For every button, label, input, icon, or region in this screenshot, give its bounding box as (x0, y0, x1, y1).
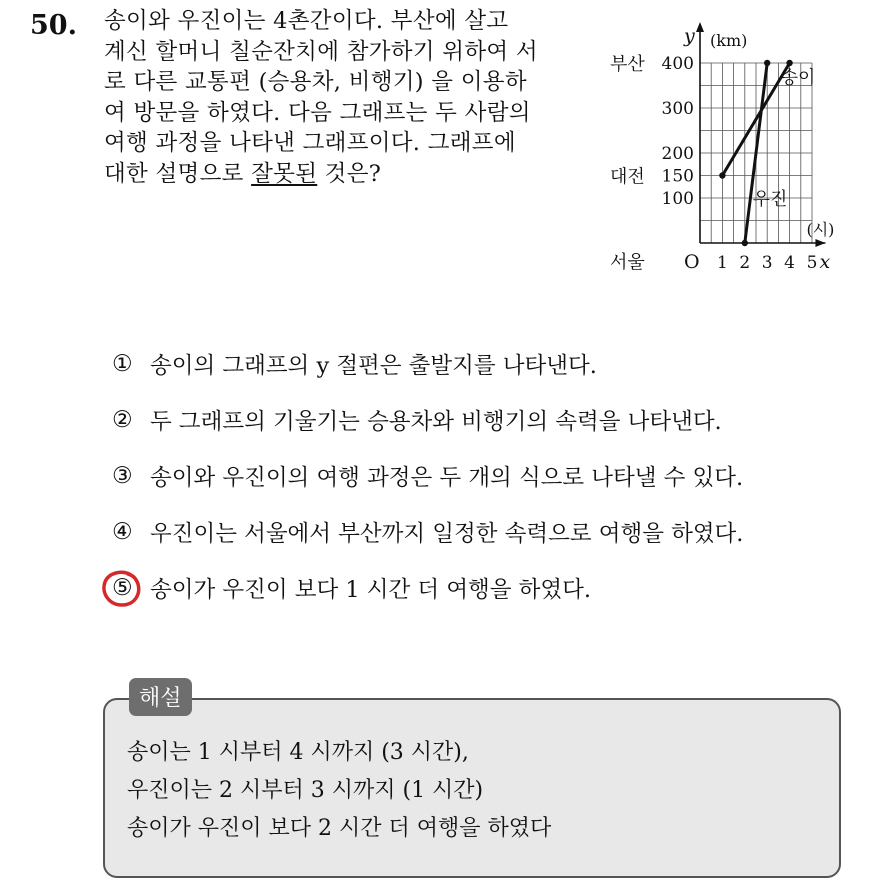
question-text-part: 것은? (317, 160, 382, 187)
y-tick-label: 300 (661, 99, 694, 119)
y-tick-label: 200 (661, 144, 694, 164)
question-number: 50. (30, 10, 77, 41)
question-line: 여행 과정을 나타낸 그래프이다. 그래프에 (104, 130, 516, 156)
choice-text: 두 그래프의 기울기는 승용차와 비행기의 속력을 나타낸다. (150, 409, 722, 435)
choice-text: 우진이는 서울에서 부산까지 일정한 속력으로 여행을 하였다. (150, 521, 744, 547)
x-tick-label: 3 (761, 253, 773, 273)
x-tick-label: 4 (784, 253, 796, 273)
city-label-seoul: 서울 (610, 252, 645, 273)
choice-number: ④ (112, 519, 133, 545)
choice-3[interactable] (112, 448, 743, 504)
choice-text: 송이와 우진이의 여행 과정은 두 개의 식으로 나타낼 수 있다. (150, 465, 744, 491)
choice-4[interactable] (112, 504, 743, 560)
x-tick-label: 5 (806, 253, 818, 273)
y-tick-label: 100 (661, 189, 694, 209)
choice-number: ② (112, 407, 133, 433)
x-axis-arrow (815, 239, 825, 247)
city-label-daejeon: 대전 (610, 166, 645, 188)
y-tick-label: 150 (661, 166, 694, 187)
series-label-ujin: 우진 (752, 188, 788, 210)
solution-line: 송이가 우진이 보다 2 시간 더 여행을 하였다 (127, 816, 552, 841)
question-line: 송이와 우진이는 4촌간이다. 부산에 살고 (104, 8, 509, 34)
question-line: 계신 할머니 칠순잔치에 참가하기 위하여 서 (104, 38, 538, 65)
series-point (786, 60, 792, 66)
solution-line: 송이는 1 시부터 4 시까지 (3 시간), (127, 740, 469, 765)
question-line: 로 다른 교통편 (승용차, 비행기) 을 이용하 (104, 69, 527, 95)
city-label-busan: 부산 (610, 54, 645, 75)
origin-label: O (684, 251, 700, 273)
series-point (742, 240, 748, 246)
question-text-part: 대한 설명으로 (104, 160, 252, 187)
x-tick-label: 2 (739, 253, 751, 273)
solution-text (127, 734, 551, 848)
solution-line: 우진이는 2 시부터 3 시까지 (1 시간) (127, 778, 484, 803)
x-tick-label: 1 (716, 253, 728, 273)
choice-text: 송이가 우진이 보다 1 시간 더 여행을 하였다. (150, 577, 592, 603)
series-point (764, 60, 770, 66)
x-axis-label: x (819, 251, 831, 273)
series-point (719, 172, 725, 178)
distance-time-graph (600, 20, 860, 280)
choice-number: ③ (112, 463, 133, 489)
y-axis-arrow (696, 22, 704, 32)
choice-text: 송이의 그래프의 y 절편은 출발지를 나타낸다. (150, 353, 597, 379)
choice-1[interactable] (112, 336, 743, 392)
solution-tag: 해설 (129, 678, 192, 716)
choice-number: ⑤ (112, 575, 133, 601)
y-tick-label: 400 (661, 54, 694, 74)
x-axis-unit: (시) (806, 220, 835, 239)
question-text (104, 6, 584, 189)
y-axis-label: y (684, 25, 695, 47)
graph-axes (696, 22, 825, 247)
choice-number: ① (112, 351, 133, 377)
choice-2[interactable] (112, 392, 743, 448)
answer-circle-mark (101, 569, 143, 609)
y-axis-unit: (km) (710, 31, 748, 50)
emphasized-word: 잘못된 (251, 160, 318, 187)
answer-choices (112, 336, 743, 616)
choice-5[interactable] (112, 560, 743, 616)
question-line: 여 방문을 하였다. 다음 그래프는 두 사람의 (104, 99, 531, 126)
series-label-songi: 송이 (780, 67, 816, 89)
question-line-last (104, 159, 584, 190)
